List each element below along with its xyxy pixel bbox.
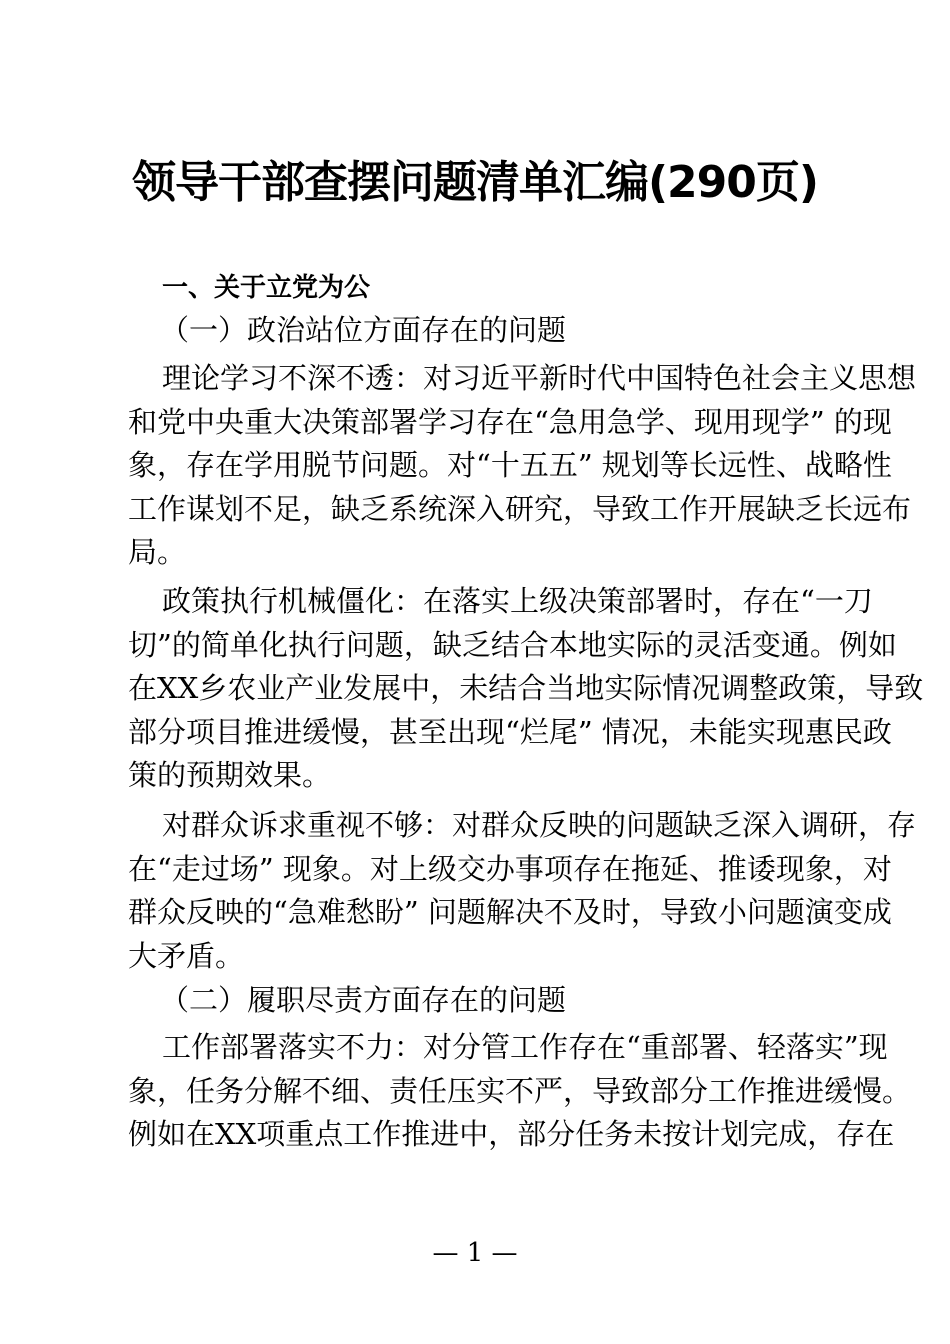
paragraph-line: 象，任务分解不细、责任压实不严，导致部分工作推进缓慢。	[128, 1073, 912, 1108]
paragraph-line: 在XX乡农业产业发展中，未结合当地实际情况调整政策，导致	[128, 671, 924, 706]
paragraph-line: 象，存在学用脱节问题。对“十五五” 规划等长远性、战略性	[128, 448, 892, 483]
section-heading: （二）履职尽责方面存在的问题	[160, 983, 567, 1017]
paragraph-line: 群众反映的“急难愁盼” 问题解决不及时，导致小问题演变成	[128, 895, 892, 930]
heading-level-1: 一、关于立党为公	[162, 273, 371, 303]
page-number: — 1 —	[432, 1238, 518, 1268]
paragraph-line: 理论学习不深不透：对习近平新时代中国特色社会主义思想	[162, 361, 917, 395]
paragraph-line: 工作谋划不足，缺乏系统深入研究，导致工作开展缺乏长远布	[128, 491, 912, 526]
paragraph-line: 工作部署落实不力：对分管工作存在“重部署、轻落实”现	[162, 1030, 888, 1064]
paragraph-line: 大矛盾。	[128, 938, 245, 973]
document-title: 领导干部查摆问题清单汇编(290页)	[131, 157, 819, 208]
paragraph-line: 策的预期效果。	[128, 758, 332, 793]
paragraph-line: 切”的简单化执行问题，缺乏结合本地实际的灵活变通。例如	[128, 627, 897, 662]
paragraph-line: 对群众诉求重视不够：对群众反映的问题缺乏深入调研，存	[162, 808, 917, 842]
paragraph-line: 政策执行机械僵化：在落实上级决策部署时，存在“一刀	[162, 584, 873, 618]
paragraph-line: 部分项目推进缓慢，甚至出现“烂尾” 情况，未能实现惠民政	[128, 714, 892, 749]
paragraph-line: 例如在XX项重点工作推进中，部分任务未按计划完成，存在	[128, 1117, 895, 1152]
section-heading: （一）政治站位方面存在的问题	[160, 313, 567, 347]
paragraph-line: 局。	[128, 535, 187, 570]
paragraph-line: 和党中央重大决策部署学习存在“急用急学、现用现学” 的现	[128, 404, 892, 439]
paragraph-line: 在“走过场” 现象。对上级交办事项存在拖延、推诿现象，对	[128, 851, 892, 886]
